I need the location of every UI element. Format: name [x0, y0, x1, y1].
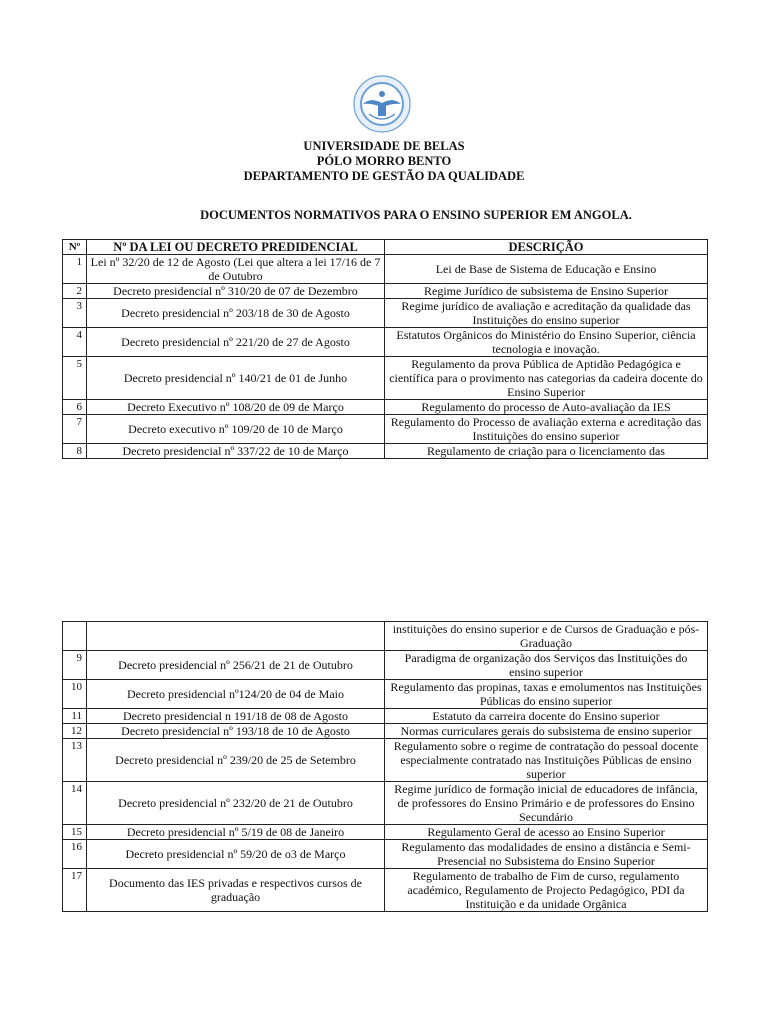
- law-reference: Decreto presidencial nº 5/19 de 08 de Janeiro: [87, 825, 385, 840]
- law-reference: Decreto presidencial nº 59/20 de o3 de Março: [87, 840, 385, 869]
- row-number: 7: [63, 415, 87, 444]
- table-row: [63, 680, 708, 709]
- description: Regime Jurídico de subsistema de Ensino Superior: [385, 284, 708, 299]
- description: Regulamento da prova Pública de Aptidão Pedagógica e científica para o provimento nas categorias da cadeira docente do Ensino Superior: [385, 357, 708, 400]
- row-number: 16: [63, 840, 87, 869]
- table-row: [63, 328, 708, 357]
- table-row: [63, 415, 708, 444]
- law-reference: Decreto presidencial nº 221/20 de 27 de Agosto: [87, 328, 385, 357]
- row-number: [63, 622, 87, 651]
- law-reference: Decreto presidencial nº 193/18 de 10 de Agosto: [87, 724, 385, 739]
- table-row: [63, 709, 708, 724]
- table-row: [63, 444, 708, 459]
- column-header-description: DESCRIÇÃO: [385, 240, 708, 255]
- table-row: [63, 284, 708, 299]
- row-number: 6: [63, 400, 87, 415]
- row-number: 9: [63, 651, 87, 680]
- law-reference: Documento das IES privadas e respectivos cursos de graduação: [87, 869, 385, 912]
- table-row: [63, 299, 708, 328]
- table-row: [63, 357, 708, 400]
- document-title: DOCUMENTOS NORMATIVOS PARA O ENSINO SUPERIOR EM ANGOLA.: [200, 208, 632, 222]
- university-logo: [352, 74, 412, 134]
- row-number: 11: [63, 709, 87, 724]
- law-reference: [87, 622, 385, 651]
- description: Normas curriculares gerais do subsistema de ensino superior: [385, 724, 708, 739]
- law-reference: Decreto presidencial nº 203/18 de 30 de Agosto: [87, 299, 385, 328]
- row-number: 8: [63, 444, 87, 459]
- description: Regulamento das propinas, taxas e emolumentos nas Instituições Públicas do ensino superior: [385, 680, 708, 709]
- row-number: 2: [63, 284, 87, 299]
- column-header-law: Nº DA LEI OU DECRETO PREDIDENCIAL: [87, 240, 385, 255]
- description: Regulamento sobre o regime de contratação do pessoal docente especialmente contratado nas Instituições Públicas de ensino superior: [385, 739, 708, 782]
- description: Regulamento das modalidades de ensino a distância e Semi-Presencial no Subsistema do Ensino Superior: [385, 840, 708, 869]
- row-number: 17: [63, 869, 87, 912]
- table-row: [63, 255, 708, 284]
- row-number: 15: [63, 825, 87, 840]
- law-reference: Decreto executivo nº 109/20 de 10 de Março: [87, 415, 385, 444]
- law-reference: Decreto Executivo nº 108/20 de 09 de Março: [87, 400, 385, 415]
- table-row: [63, 739, 708, 782]
- table-header-row: [63, 240, 708, 255]
- table-row: [63, 724, 708, 739]
- law-reference: Decreto presidencial nº 140/21 de 01 de Junho: [87, 357, 385, 400]
- law-reference: Decreto presidencial nº 310/20 de 07 de Dezembro: [87, 284, 385, 299]
- row-number: 5: [63, 357, 87, 400]
- description: Lei de Base de Sistema de Educação e Ensino: [385, 255, 708, 284]
- table-row: [63, 651, 708, 680]
- description: Regime jurídico de avaliação e acreditação da qualidade das Instituições do ensino superior: [385, 299, 708, 328]
- description: Regulamento do Processo de avaliação externa e acreditação das Instituições do ensino superior: [385, 415, 708, 444]
- law-reference: Decreto presidencial nº 256/21 de 21 de Outubro: [87, 651, 385, 680]
- row-number: 10: [63, 680, 87, 709]
- row-number: 13: [63, 739, 87, 782]
- row-number: 14: [63, 782, 87, 825]
- law-reference: Decreto presidencial n 191/18 de 08 de Agosto: [87, 709, 385, 724]
- description: Estatutos Orgânicos do Ministério do Ensino Superior, ciência tecnologia e inovação.: [385, 328, 708, 357]
- table-row: [63, 869, 708, 912]
- table-row: [63, 622, 708, 651]
- law-reference: Lei nº 32/20 de 12 de Agosto (Lei que altera a lei 17/16 de 7 de Outubro: [87, 255, 385, 284]
- law-reference: Decreto presidencial nº 232/20 de 21 de Outubro: [87, 782, 385, 825]
- table-row: [63, 782, 708, 825]
- description: Regulamento Geral de acesso ao Ensino Superior: [385, 825, 708, 840]
- normative-documents-table: [62, 239, 708, 459]
- row-number: 3: [63, 299, 87, 328]
- description: Regulamento de criação para o licenciamento das: [385, 444, 708, 459]
- row-number: 1: [63, 255, 87, 284]
- description: Regulamento do processo de Auto-avaliação da IES: [385, 400, 708, 415]
- department-name: DEPARTAMENTO DE GESTÃO DA QUALIDADE: [243, 169, 525, 183]
- table-row: [63, 840, 708, 869]
- description: instituições do ensino superior e de Cursos de Graduação e pós-Graduação: [385, 622, 708, 651]
- law-reference: Decreto presidencial nº124/20 de 04 de Maio: [87, 680, 385, 709]
- institution-header: [0, 139, 768, 184]
- law-reference: Decreto presidencial nº 239/20 de 25 de Setembro: [87, 739, 385, 782]
- description: Regulamento de trabalho de Fim de curso, regulamento académico, Regulamento de Projecto Pedagógico, PDI da Instituição e da unidade Orgânica: [385, 869, 708, 912]
- law-reference: Decreto presidencial nº 337/22 de 10 de Março: [87, 444, 385, 459]
- row-number: 4: [63, 328, 87, 357]
- description: Paradigma de organização dos Serviços das Instituições do ensino superior: [385, 651, 708, 680]
- description: Regime jurídico de formação inicial de educadores de infância, de professores do Ensino Primário e de professores do Ensino Secundário: [385, 782, 708, 825]
- campus-name: PÓLO MORRO BENTO: [316, 154, 452, 168]
- column-header-number: Nº: [63, 240, 87, 255]
- description: Estatuto da carreira docente do Ensino superior: [385, 709, 708, 724]
- row-number: 12: [63, 724, 87, 739]
- table-row: [63, 825, 708, 840]
- table-row: [63, 400, 708, 415]
- university-name: UNIVERSIDADE DE BELAS: [303, 139, 465, 153]
- normative-documents-table-continued: [62, 621, 708, 912]
